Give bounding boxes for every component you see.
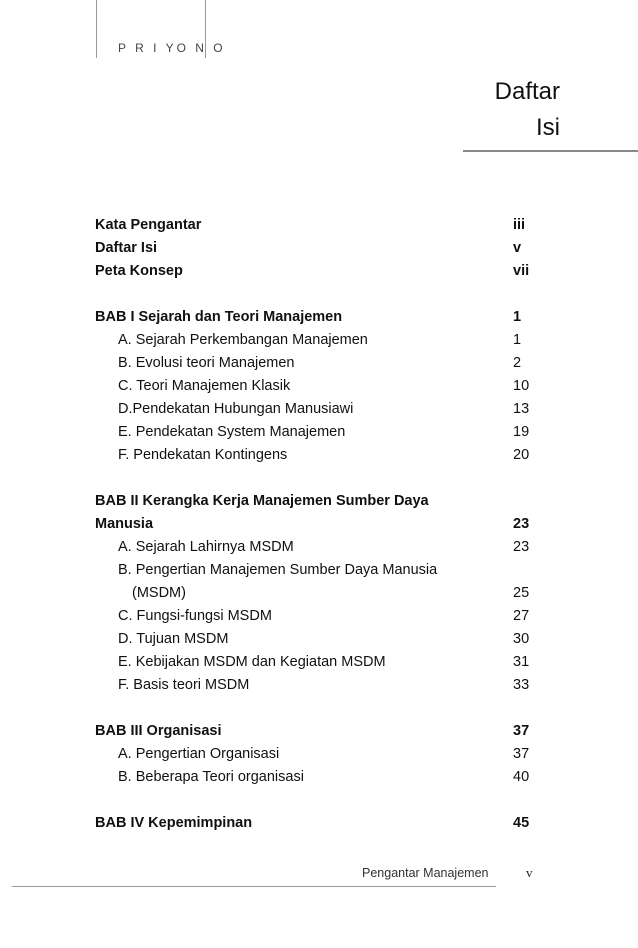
toc-entry: BAB I Sejarah dan Teori Manajemen [95,309,343,325]
toc-page: 33 [513,677,530,693]
toc-entry: Peta Konsep [95,263,183,279]
toc-entry: D. Tujuan MSDM [118,631,229,647]
toc-section-row [95,766,555,789]
toc-entry: E. Kebijakan MSDM dan Kegiatan MSDM [118,654,386,670]
toc-entry: BAB III Organisasi [95,723,222,739]
toc-row [95,214,555,237]
toc-entry: A. Pengertian Organisasi [118,746,280,762]
toc-page: 23 [513,516,530,532]
title-underline [463,150,638,152]
toc-row [95,260,555,283]
toc-page: 40 [513,769,530,785]
toc-section-row [95,329,555,352]
toc-chapter-row [95,513,555,536]
toc-chapter-row [95,306,555,329]
toc-entry: D.Pendekatan Hubungan Manusiawi [118,401,354,417]
toc-section-row [95,651,555,674]
toc-spacer [95,697,555,720]
toc-page: 10 [513,378,530,394]
toc-entry: B. Evolusi teori Manajemen [118,355,295,371]
page-title-line1: Daftar [494,78,560,105]
header-divider-left [96,0,97,58]
toc-page: 20 [513,447,530,463]
toc-section-row [95,743,555,766]
toc-section-row [95,559,555,582]
toc-entry: Kata Pengantar [95,217,202,233]
toc-entry: A. Sejarah Perkembangan Manajemen [118,332,368,348]
running-footer-title: Pengantar Manajemen [362,866,489,880]
toc-chapter-row [95,490,555,513]
toc-page: 2 [513,355,522,371]
toc-page: 25 [513,585,530,601]
toc-section-row [95,398,555,421]
page-title-line2: Isi [536,114,560,141]
toc-section-row [95,375,555,398]
toc-page: 1 [513,309,522,325]
toc-section-row [95,628,555,651]
toc-spacer [95,789,555,812]
toc-entry: BAB IV Kepemimpinan [95,815,253,831]
table-of-contents [95,214,555,835]
toc-page: 13 [513,401,530,417]
toc-entry: F. Basis teori MSDM [118,677,250,693]
toc-chapter-row [95,720,555,743]
toc-section-row [95,352,555,375]
toc-entry: Daftar Isi [95,240,158,256]
toc-entry: BAB II Kerangka Kerja Manajemen Sumber Daya [95,493,429,509]
toc-entry: (MSDM) [132,585,186,601]
toc-page: 1 [513,332,522,348]
toc-spacer [95,467,555,490]
toc-chapter-row [95,812,555,835]
toc-entry: B. Beberapa Teori organisasi [118,769,304,785]
toc-entry: Manusia [95,516,154,532]
toc-page: 30 [513,631,530,647]
toc-page: 31 [513,654,530,670]
footer-page-number: v [526,865,533,880]
toc-page: 37 [513,723,530,739]
toc-page: 19 [513,424,530,440]
toc-entry: A. Sejarah Lahirnya MSDM [118,539,294,555]
toc-entry: C. Fungsi-fungsi MSDM [118,608,272,624]
toc-section-row [95,536,555,559]
toc-section-row [95,444,555,467]
toc-section-row [95,674,555,697]
toc-spacer [95,283,555,306]
footer-rule [12,886,496,887]
toc-entry: E. Pendekatan System Manajemen [118,424,346,440]
toc-row [95,237,555,260]
toc-entry: C. Teori Manajemen Klasik [118,378,291,394]
toc-section-row [95,421,555,444]
toc-page: vii [513,263,530,279]
toc-page: 23 [513,539,530,555]
toc-page: v [513,240,522,256]
toc-page: 27 [513,608,530,624]
toc-page: iii [513,217,526,233]
toc-page: 45 [513,815,530,831]
running-header-author: P R I YO N O [118,41,226,55]
toc-entry: B. Pengertian Manajemen Sumber Daya Manusia [118,562,438,578]
toc-page: 37 [513,746,530,762]
toc-section-row [95,582,555,605]
toc-section-row [95,605,555,628]
toc-entry: F. Pendekatan Kontingens [118,447,288,463]
